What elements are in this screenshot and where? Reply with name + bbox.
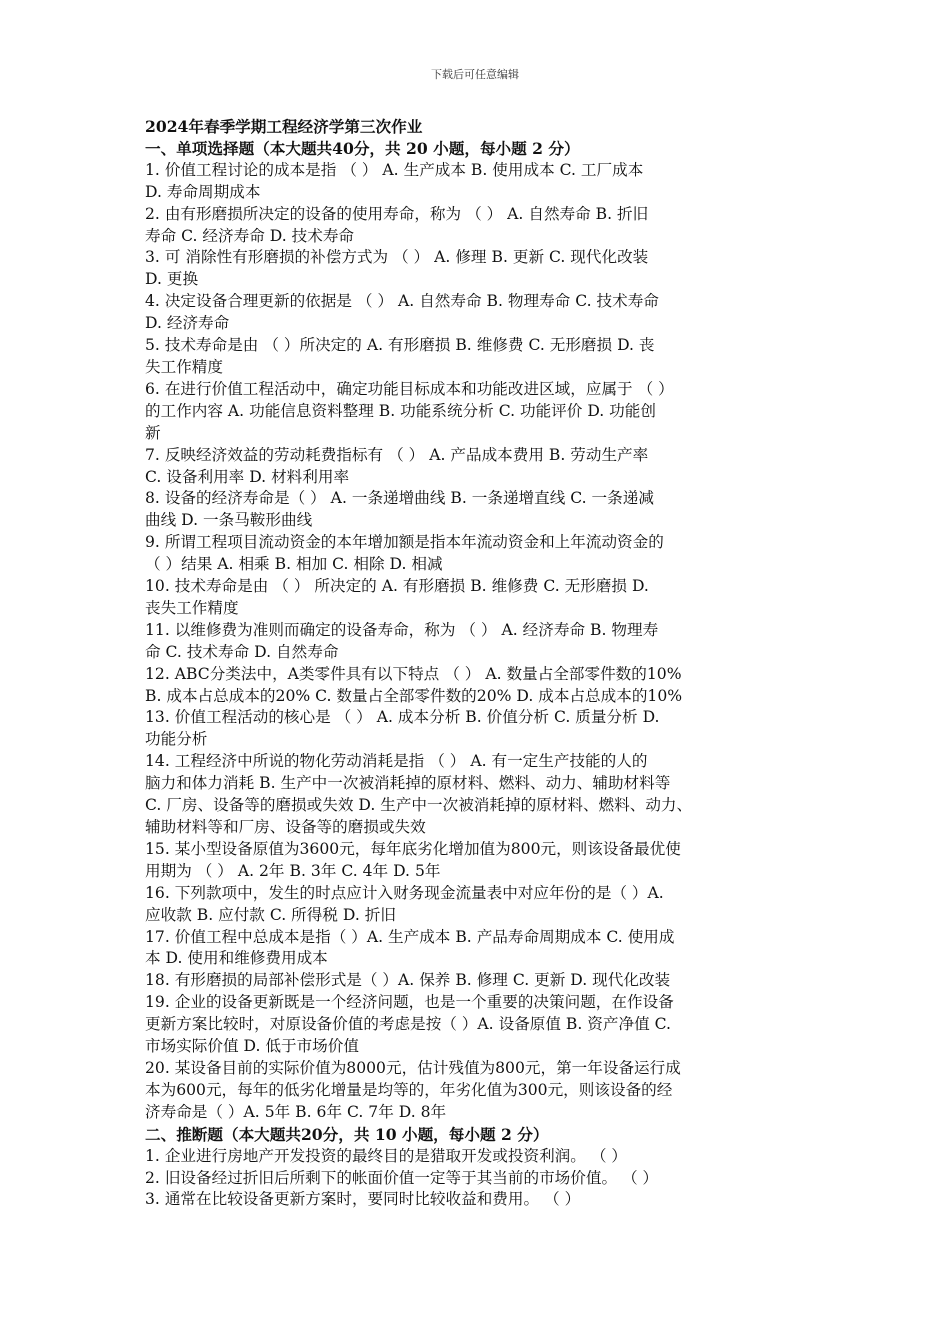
question-line: 16. 下列款项中，发生的时点应计入财务现金流量表中对应年份的是（ ）A.: [145, 883, 664, 902]
question-line: 1. 企业进行房地产开发投资的最终目的是猎取开发或投资利润。 （ ）: [145, 1146, 627, 1165]
question-line: （ ）结果 A. 相乘 B. 相加 C. 相除 D. 相减: [145, 555, 443, 574]
question-line: 1. 价值工程讨论的成本是指 （ ） A. 生产成本 B. 使用成本 C. 工厂成本: [145, 160, 644, 179]
question-line: 5. 技术寿命是由 （ ）所决定的 A. 有形磨损 B. 维修费 C. 无形磨损 D. 丧: [145, 336, 655, 355]
section-heading-true-false: 二、推断题（本大题共20分，共 10 小题，每小题 2 分）: [145, 1124, 549, 1144]
question-line: C. 设备利用率 D. 材料利用率: [145, 467, 350, 486]
question-line: 11. 以维修费为准则而确定的设备寿命，称为 （ ） A. 经济寿命 B. 物理寿: [145, 620, 659, 639]
single-choice-questions: [145, 160, 825, 1124]
question-line: 3. 通常在比较设备更新方案时，要同时比较收益和费用。 （ ）: [145, 1190, 581, 1209]
document-body: [145, 116, 825, 1211]
question-line: 寿命 C. 经济寿命 D. 技术寿命: [145, 226, 355, 245]
question-line: 的工作内容 A. 功能信息资料整理 B. 功能系统分析 C. 功能评价 D. 功能创: [145, 401, 656, 420]
question-line: 6. 在进行价值工程活动中，确定功能目标成本和功能改进区域，应属于 （ ）: [145, 379, 674, 398]
question-line: 15. 某小型设备原值为3600元，每年底劣化增加值为800元，则该设备最优使: [145, 839, 681, 858]
question-line: 10. 技术寿命是由 （ ） 所决定的 A. 有形磨损 B. 维修费 C. 无形磨损 D.: [145, 577, 649, 596]
question-line: 8. 设备的经济寿命是（ ） A. 一条递增曲线 B. 一条递增直线 C. 一条递减: [145, 489, 654, 508]
question-line: D. 更换: [145, 270, 199, 289]
question-line: 市场实际价值 D. 低于市场价值: [145, 1037, 359, 1056]
question-line: 7. 反映经济效益的劳动耗费指标有 （ ） A. 产品成本费用 B. 劳动生产率: [145, 445, 649, 464]
question-line: 曲线 D. 一条马鞍形曲线: [145, 511, 313, 530]
question-line: 脑力和体力消耗 B. 生产中一次被消耗掉的原材料、燃料、动力、辅助材料等: [145, 774, 671, 793]
question-line: 更新方案比较时，对原设备价值的考虑是按（ ）A. 设备原值 B. 资产净值 C.: [145, 1015, 671, 1034]
question-line: 20. 某设备目前的实际价值为8000元，估计残值为800元，第一年设备运行成: [145, 1058, 681, 1077]
question-line: 丧失工作精度: [145, 598, 239, 617]
question-line: 3. 可 消除性有形磨损的补偿方式为 （ ） A. 修理 B. 更新 C. 现代化改装: [145, 248, 649, 267]
question-line: 13. 价值工程活动的核心是 （ ） A. 成本分析 B. 价值分析 C. 质量分析 D.: [145, 708, 660, 727]
question-line: 失工作精度: [145, 357, 223, 376]
question-line: 19. 企业的设备更新既是一个经济问题，也是一个重要的决策问题，在作设备: [145, 993, 674, 1012]
question-line: 9. 所谓工程项目流动资金的本年增加额是指本年流动资金和上年流动资金的: [145, 533, 664, 552]
question-line: 应收款 B. 应付款 C. 所得税 D. 折旧: [145, 905, 396, 924]
question-line: 4. 决定设备合理更新的依据是 （ ） A. 自然寿命 B. 物理寿命 C. 技术寿命: [145, 292, 659, 311]
question-line: 2. 旧设备经过折旧后所剩下的帐面价值一定等于其当前的市场价值。 （ ）: [145, 1168, 659, 1187]
question-line: D. 经济寿命: [145, 314, 230, 333]
question-line: B. 成本占总成本的20% C. 数量占全部零件数的20% D. 成本占总成本的10%: [145, 686, 683, 705]
question-line: 14. 工程经济中所说的物化劳动消耗是指 （ ） A. 有一定生产技能的人的: [145, 752, 648, 771]
question-line: 本为600元，每年的低劣化增量是均等的，年劣化值为300元，则该设备的经: [145, 1080, 673, 1099]
question-line: D. 寿命周期成本: [145, 182, 261, 201]
question-line: 命 C. 技术寿命 D. 自然寿命: [145, 642, 339, 661]
question-line: 17. 价值工程中总成本是指（ ）A. 生产成本 B. 产品寿命周期成本 C. 使用成: [145, 927, 675, 946]
question-line: 辅助材料等和厂房、设备等的磨损或失效: [145, 818, 426, 836]
section-heading-single-choice: 一、单项选择题（本大题共40分，共 20 小题，每小题 2 分）: [145, 138, 580, 158]
page-header: 下载后可任意编辑: [431, 68, 519, 81]
question-line: 2. 由有形磨损所决定的设备的使用寿命，称为 （ ） A. 自然寿命 B. 折旧: [145, 204, 649, 223]
question-line: 18. 有形磨损的局部补偿形式是（ ）A. 保养 B. 修理 C. 更新 D. 现代化改装: [145, 971, 671, 990]
question-line: 功能分析: [145, 730, 208, 749]
question-line: 本 D. 使用和维修费用成本: [145, 949, 328, 968]
question-line: 12. ABC分类法中，A类零件具有以下特点 （ ） A. 数量占全部零件数的10%: [145, 664, 682, 683]
true-false-questions: [145, 1146, 825, 1212]
document-title: 2024年春季学期工程经济学第三次作业: [145, 117, 423, 136]
question-line: C. 厂房、设备等的磨损或失效 D. 生产中一次被消耗掉的原材料、燃料、动力、: [145, 796, 693, 815]
question-line: 用期为 （ ） A. 2年 B. 3年 C. 4年 D. 5年: [145, 861, 441, 880]
question-line: 济寿命是（ ）A. 5年 B. 6年 C. 7年 D. 8年: [145, 1102, 447, 1121]
question-line: 新: [145, 423, 161, 442]
